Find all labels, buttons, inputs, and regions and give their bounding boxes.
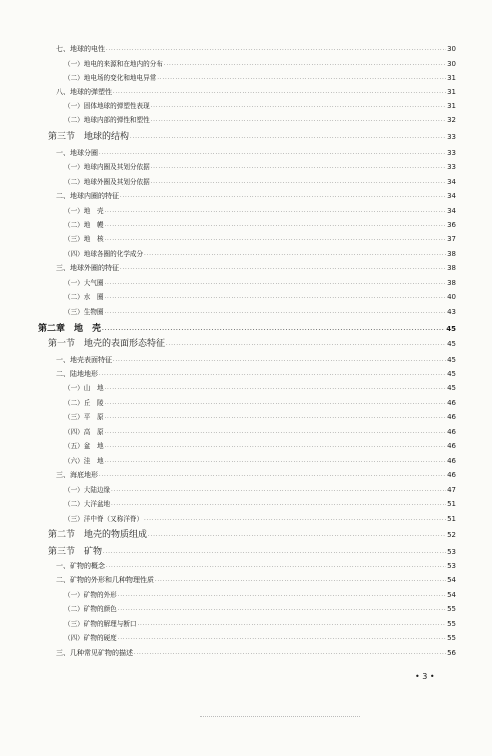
toc-entry [64, 385, 456, 392]
toc-entry [56, 650, 456, 657]
dot-leader [105, 282, 447, 287]
toc-entry [64, 117, 456, 124]
toc-entry-page: 31 [447, 102, 456, 110]
toc-entry [64, 592, 456, 599]
dot-leader [151, 181, 446, 186]
toc-entry-title: （一）地球内圈及其划分依据 [64, 163, 150, 171]
toc-entry-page: 33 [447, 149, 456, 157]
toc-entry [48, 531, 456, 540]
toc-entry-title: （三）地 核 [64, 235, 104, 243]
toc-entry-title: （二）地电场的变化和地电异常 [64, 74, 157, 82]
toc-entry [38, 325, 456, 334]
toc-entry-page: 45 [447, 340, 456, 348]
toc-entry [64, 179, 456, 186]
dot-leader [105, 445, 447, 450]
toc-entry-title: 第二节 地壳的物质组成 [48, 530, 148, 540]
toc-entry-page: 46 [447, 471, 456, 479]
toc-entry-page: 46 [447, 413, 456, 421]
toc-entry [48, 548, 456, 557]
toc-entry [64, 75, 456, 82]
toc-entry-title: 第三节 矿物 [48, 547, 103, 557]
toc-entry [64, 280, 456, 287]
scan-artifact-dots [200, 716, 360, 719]
dot-leader [151, 105, 446, 110]
toc-entry [64, 251, 456, 258]
toc-entry-title: （三）生物圈 [64, 308, 104, 316]
toc-entry-title: （二）大洋盆地 [64, 500, 111, 508]
toc-entry-page: 31 [447, 74, 456, 82]
toc-entry-page: 45 [447, 370, 456, 378]
dot-leader [105, 210, 447, 215]
dot-leader [105, 296, 447, 301]
toc-entry-page: 30 [447, 60, 456, 68]
toc-entry [64, 516, 456, 523]
toc-entry-title: （一）固体地球的弹塑性表现 [64, 102, 150, 110]
dot-leader [105, 224, 447, 229]
dot-leader [99, 373, 446, 378]
toc-entry [64, 309, 456, 316]
toc-entry [64, 294, 456, 301]
dot-leader [106, 565, 446, 570]
toc-entry-title: （一）矿物的外形 [64, 591, 117, 599]
dot-leader [151, 166, 446, 171]
dot-leader [120, 267, 446, 272]
toc-entry [64, 164, 456, 171]
toc-entry-page: 46 [447, 399, 456, 407]
dot-leader [166, 343, 446, 348]
toc-entry-page: 46 [447, 428, 456, 436]
dot-leader [130, 136, 446, 141]
dot-leader [113, 91, 446, 96]
toc-entry-title: （一）大陆边缘 [64, 486, 111, 494]
toc-entry-page: 54 [447, 591, 456, 599]
dot-leader [144, 253, 446, 258]
toc-entry-title: 八、地球的弹塑性 [56, 88, 112, 96]
dot-leader [118, 594, 446, 599]
toc-entry-page: 45 [447, 356, 456, 364]
toc-entry-title: （四）矿物的硬度 [64, 634, 117, 642]
toc-entry-title: 二、陆地地形 [56, 370, 98, 378]
toc-entry-title: （三）矿物的解理与断口 [64, 620, 137, 628]
toc-entry-page: 33 [447, 163, 456, 171]
toc-entry-title: （二）水 圈 [64, 293, 104, 301]
toc-entry [64, 487, 456, 494]
toc-entry-title: 三、地球外圈的特征 [56, 264, 119, 272]
dot-leader [106, 48, 446, 53]
toc-entry-page: 51 [447, 515, 456, 523]
dot-leader [155, 579, 446, 584]
dot-leader [105, 238, 447, 243]
toc-entry-title: （二）地 幔 [64, 221, 104, 229]
toc-entry-page: 54 [447, 576, 456, 584]
toc-entry-page: 56 [447, 649, 456, 657]
toc-entry-page: 43 [447, 308, 456, 316]
dot-leader [157, 77, 446, 82]
toc-entry [64, 236, 456, 243]
toc-entry [56, 472, 456, 479]
toc-entry-title: 一、地壳表面特征 [56, 356, 112, 364]
toc-entry-page: 55 [447, 605, 456, 613]
toc-entry-page: 55 [447, 634, 456, 642]
toc-entry [64, 103, 456, 110]
toc-entry-title: 七、地球的电性 [56, 45, 105, 53]
dot-leader [144, 518, 446, 523]
toc-entry [64, 61, 456, 68]
toc-entry-page: 52 [447, 531, 456, 539]
toc-entry [64, 606, 456, 613]
toc-entry-title: （四）地球各圈的化学成分 [64, 250, 144, 258]
toc-entry-page: 36 [447, 221, 456, 229]
dot-leader [134, 652, 446, 657]
toc-entry-page: 30 [447, 45, 456, 53]
page-number: • 3 • [415, 672, 435, 681]
dot-leader [151, 119, 446, 124]
toc-entry-page: 38 [447, 264, 456, 272]
dot-leader [138, 623, 447, 628]
toc-entry-title: （三）平 原 [64, 413, 104, 421]
toc-entry [56, 46, 456, 53]
toc-entry [56, 89, 456, 96]
dot-leader [99, 152, 446, 157]
toc-entry-page: 45 [446, 325, 456, 333]
toc-entry-page: 47 [447, 486, 456, 494]
toc-entry [56, 577, 456, 584]
toc-entry-title: 第二章 地 壳 [38, 324, 102, 334]
toc-entry-title: （一）大气圈 [64, 279, 104, 287]
toc-entry-page: 53 [447, 562, 456, 570]
toc-entry [64, 635, 456, 642]
toc-entry [64, 501, 456, 508]
toc-entry [48, 133, 456, 142]
toc-entry-page: 34 [447, 192, 456, 200]
dot-leader [102, 328, 445, 333]
toc-entry [48, 340, 456, 349]
toc-entry-page: 38 [447, 250, 456, 258]
dot-leader [103, 551, 446, 556]
toc-entry [56, 193, 456, 200]
toc-entry-page: 34 [447, 178, 456, 186]
toc-entry-page: 45 [447, 384, 456, 392]
toc-entry-page: 51 [447, 500, 456, 508]
toc-entry-title: （一）山 地 [64, 384, 104, 392]
toc-entry-title: （四）高 原 [64, 428, 104, 436]
toc-entry-title: 第三节 地球的结构 [48, 132, 130, 142]
dot-leader [105, 402, 447, 407]
toc-entry-page: 55 [447, 620, 456, 628]
toc-entry [64, 222, 456, 229]
toc-entry-title: 一、矿物的概念 [56, 562, 105, 570]
toc-entry [64, 458, 456, 465]
toc-entry-page: 38 [447, 279, 456, 287]
toc-entry-page: 34 [447, 207, 456, 215]
toc-entry-title: （二）地球内部的弹性和塑性 [64, 116, 150, 124]
toc-entry-title: 三、海底地形 [56, 471, 98, 479]
toc-entry-page: 37 [447, 235, 456, 243]
dot-leader [164, 63, 446, 68]
dot-leader [111, 489, 446, 494]
toc-entry-title: （二）地球外圈及其划分依据 [64, 178, 150, 186]
toc-entry [64, 208, 456, 215]
dot-leader [148, 534, 446, 539]
toc-entry [56, 265, 456, 272]
dot-leader [105, 460, 447, 465]
toc-entry-page: 46 [447, 442, 456, 450]
toc-entry-page: 53 [447, 548, 456, 556]
toc-entry-title: 二、地球内圈的特征 [56, 192, 119, 200]
toc-entry-title: （五）盆 地 [64, 442, 104, 450]
toc-entry-title: （一）地电的来源和在地内的分布 [64, 60, 163, 68]
toc-entry-page: 31 [447, 88, 456, 96]
toc-entry-title: （二）丘 陵 [64, 399, 104, 407]
toc-entry [64, 443, 456, 450]
toc-entry [64, 621, 456, 628]
toc-entry [56, 371, 456, 378]
dot-leader [105, 311, 447, 316]
dot-leader [118, 608, 446, 613]
toc-entry-title: （三）洋中脊（又称洋脊） [64, 515, 144, 523]
toc-entry-title: 三、几种常见矿物的描述 [56, 649, 133, 657]
toc-entry-page: 33 [447, 133, 456, 141]
dot-leader [105, 416, 447, 421]
toc-entry-title: 二、矿物的外形和几种物理性质 [56, 576, 154, 584]
toc-entry [64, 400, 456, 407]
dot-leader [120, 195, 446, 200]
toc-entry-title: （六）洼 地 [64, 457, 104, 465]
dot-leader [111, 503, 446, 508]
toc-entry-page: 46 [447, 457, 456, 465]
toc-entry [56, 357, 456, 364]
toc-entry-page: 32 [447, 116, 456, 124]
toc-entry-title: 一、地球分圈 [56, 149, 98, 157]
toc-entry [56, 563, 456, 570]
toc-entry-title: （二）矿物的颜色 [64, 605, 117, 613]
dot-leader [105, 387, 447, 392]
toc-entry-page: 40 [447, 293, 456, 301]
toc-entry [64, 429, 456, 436]
toc-entry [64, 414, 456, 421]
dot-leader [105, 431, 447, 436]
toc-entry-title: （一）地 壳 [64, 207, 104, 215]
dot-leader [113, 359, 446, 364]
toc-entry-title: 第一节 地壳的表面形态特征 [48, 339, 166, 349]
toc-entry [56, 150, 456, 157]
dot-leader [99, 474, 446, 479]
dot-leader [118, 637, 446, 642]
